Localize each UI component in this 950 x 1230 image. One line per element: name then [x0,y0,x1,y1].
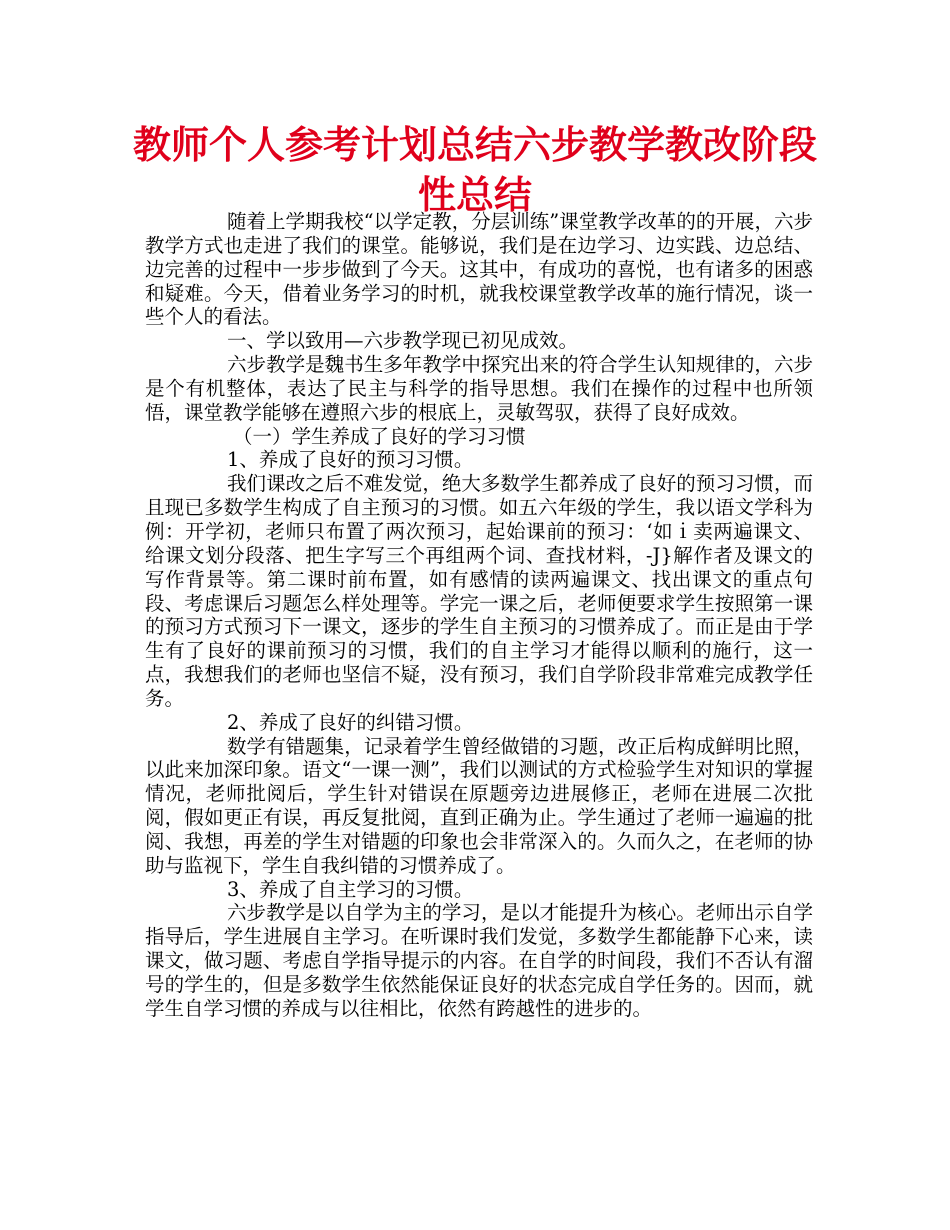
paragraph-six-steps: 六步教学是魏书生多年教学中探究出来的符合学生认知规律的，六步是个有机整体，表达了民主与科学的指导思想。我们在操作的过程中也所领悟，课堂教学能够在遵照六步的根底上，灵敏驾驭，获得了良好成效。 [145,353,813,424]
paragraph-preview-habit: 我们课改之后不难发觉，绝大多数学生都养成了良好的预习习惯，而且现已多数学生构成了自主预习的习惯。如五六年级的学生，我以语文学科为例：开学初，老师只布置了两次预习，起始课前的预习：‘如ｉ卖两遍课文、给课文划分段落、把生字写三个再组两个词、查找材料，-J}解作者及课文的写作背景等。第二课时前布置，如有感情的读两遍课文、找出课文的重点句段、考虑课后习题怎么样处理等。学完一课之后，老师便要求学生按照第一课的预习方式预习下一课文，逐步的学生自主预习的习惯养成了。而正是由于学生有了良好的课前预习的习惯，我们的自主学习才能得以顺利的施行，这一点，我想我们的老师也坚信不疑，没有预习，我们自学阶段非常难完成教学任务。 [145,472,813,710]
item-heading-1: 1、养成了良好的预习习惯。 [227,448,474,472]
section-heading-1: 一、学以致用—六步教学现已初见成效。 [227,329,579,353]
paragraph-intro: 随着上学期我校“以学定教，分层训练”课堂教学改革的的开展，六步教学方式也走进了我们的课堂。能够说，我们是在边学习、边实践、边总结、边完善的过程中一步步做到了今天。这其中，有成功的喜悦，也有诸多的困惑和疑难。今天，借着业务学习的时机，就我校课堂教学改革的施行情况，谈一些个人的看法。 [145,210,813,329]
item-heading-2: 2、养成了良好的纠错习惯。 [227,710,474,734]
paragraph-self-study-habit: 六步教学是以自学为主的学习，是以才能提升为核心。老师出示自学指导后，学生进展自主学习。在听课时我们发觉，多数学生都能静下心来，读课文，做习题、考虑自学指导提示的内容。在自学的时间段，我们不否认有溜号的学生的，但是多数学生依然能保证良好的状态完成自学任务的。因而，就学生自学习惯的养成与以往相比，依然有跨越性的进步的。 [145,901,813,1020]
document-body [145,210,813,1021]
item-heading-3: 3、养成了自主学习的习惯。 [227,877,474,901]
paragraph-correction-habit: 数学有错题集，记录着学生曾经做错的习题，改正后构成鲜明比照，以此来加深印象。语文“一课一测”，我们以测试的方式检验学生对知识的掌握情况，老师批阅后，学生针对错误在原题旁边进展修正，老师在进展二次批阅，假如更正有误，再反复批阅，直到正确为止。学生通过了老师一遍遍的批阅、我想，再差的学生对错题的印象也会非常深入的。久而久之，在老师的协助与监视下，学生自我纠错的习惯养成了。 [145,734,813,877]
document-title: 教师个人参考计划总结六步教学教改阶段性总结 [132,123,817,217]
subsection-heading-1: （一）学生养成了良好的学习习惯 [233,424,526,448]
